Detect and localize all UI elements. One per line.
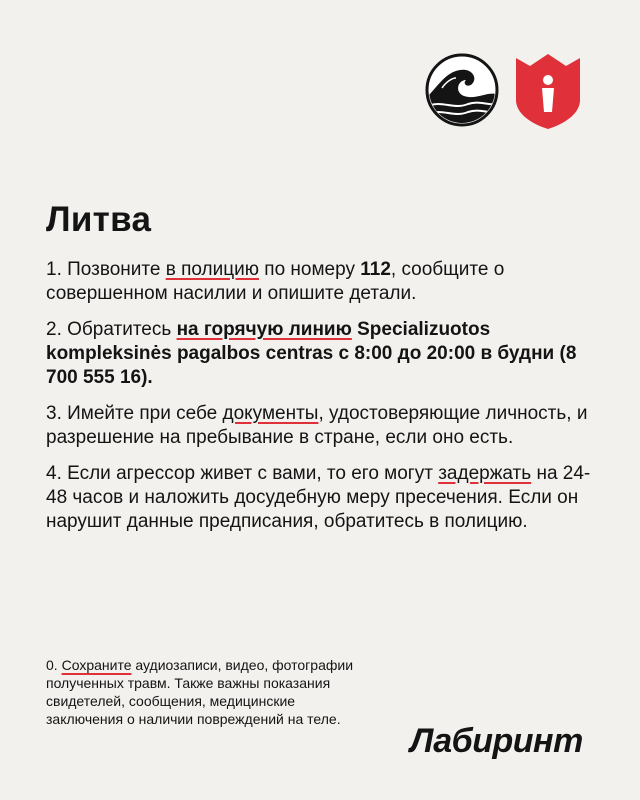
step-2 (46, 318, 594, 390)
step-4 (46, 462, 594, 534)
hotline-link[interactable]: на горячую линию (176, 319, 352, 340)
page-title: Литва (46, 200, 152, 239)
detain-link[interactable]: задержать (438, 463, 532, 484)
step-3 (46, 402, 594, 450)
shield-person-icon (512, 52, 584, 130)
step-text: 1. Позвоните (46, 259, 166, 280)
save-link[interactable]: Сохраните (61, 657, 132, 673)
note-text: аудиозаписи, видео, фотографии полученных травм. Также важны показания свидетелей, сообщения, медицинские заключения о наличии повреждений на теле. (46, 657, 354, 727)
note-text: 0. (46, 657, 62, 673)
emergency-number: 112 (360, 259, 391, 280)
documents-link[interactable]: документы (222, 403, 319, 424)
footnote (46, 656, 376, 728)
wave-icon (424, 52, 500, 128)
step-text: на 24-48 часов и наложить досудебную меру пресечения. Если он нарушит данные предписания, обратитесь в полицию. (46, 463, 591, 532)
logos (424, 52, 584, 130)
police-link[interactable]: в полицию (165, 259, 259, 280)
step-text: 2. Обратитесь (46, 319, 177, 340)
brand-logo: Лабиринт (410, 722, 583, 760)
step-text: , удостоверяющие личность, и разрешение на пребывание в стране, если оно есть. (46, 403, 588, 448)
step-text: 3. Имейте при себе (46, 403, 223, 424)
step-text: , сообщите о совершенном насилии и опишите детали. (46, 259, 505, 304)
steps-list (46, 258, 594, 546)
hotline-details: Specializuotos kompleksinės pagalbos centras с 8:00 до 20:00 в будни (8 700 555 16). (46, 319, 577, 388)
step-1 (46, 258, 594, 306)
step-text: 4. Если агрессор живет с вами, то его могут (46, 463, 439, 484)
step-text: по номеру (259, 259, 361, 280)
